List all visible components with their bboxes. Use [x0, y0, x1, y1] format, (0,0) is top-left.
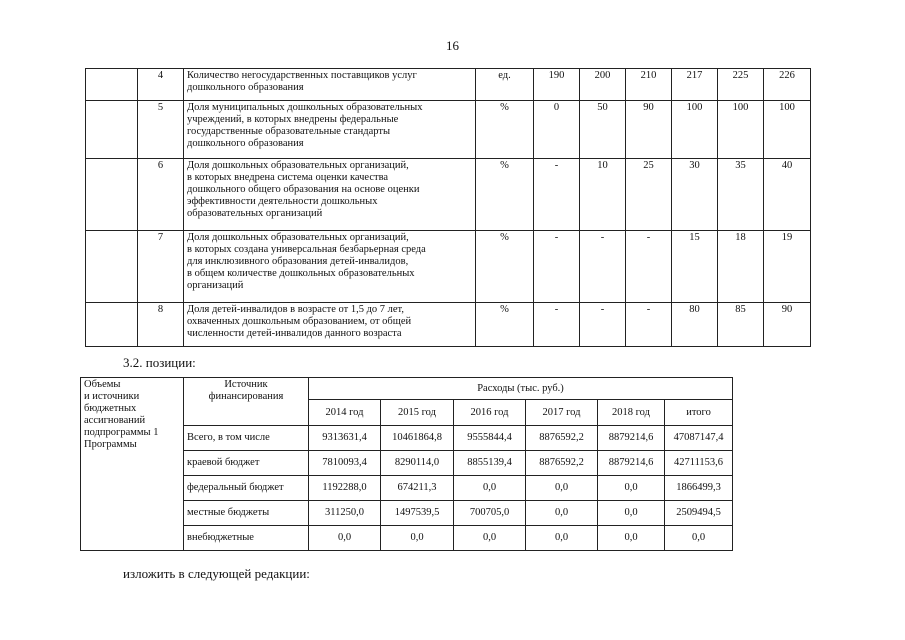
finance-table	[80, 377, 733, 551]
finance-value: 0,0	[454, 476, 526, 501]
indicator-text: Количество негосударственных поставщиков услуг дошкольного образования	[184, 69, 476, 101]
finance-source: краевой бюджет	[184, 451, 309, 476]
indicator-value: 226	[764, 69, 811, 101]
indicator-value: -	[626, 303, 672, 347]
indicator-unit: %	[476, 303, 534, 347]
finance-value: 0,0	[526, 501, 598, 526]
indicator-row	[86, 69, 811, 101]
indicator-number: 7	[138, 231, 184, 303]
indicator-value: 19	[764, 231, 811, 303]
indicator-value: 190	[534, 69, 580, 101]
finance-value: 0,0	[309, 526, 381, 551]
finance-value: 0,0	[665, 526, 733, 551]
indicator-text: Доля дошкольных образовательных организаций, в которых внедрена система оценки качества дошкольного общего образования на основе оценки эффективности деятельности дошкольных образовательных организаций	[184, 159, 476, 231]
indicator-number: 5	[138, 101, 184, 159]
indicator-value: 85	[718, 303, 764, 347]
finance-value: 8855139,4	[454, 451, 526, 476]
indicator-value: 200	[580, 69, 626, 101]
empty-cell	[86, 101, 138, 159]
indicator-value: 40	[764, 159, 811, 231]
indicator-value: 217	[672, 69, 718, 101]
finance-source: федеральный бюджет	[184, 476, 309, 501]
indicator-value: -	[534, 159, 580, 231]
finance-value: 47087147,4	[665, 426, 733, 451]
year-header: 2018 год	[598, 400, 665, 426]
indicator-value: 100	[718, 101, 764, 159]
empty-cell	[86, 231, 138, 303]
finance-value: 10461864,8	[381, 426, 454, 451]
indicator-value: -	[580, 303, 626, 347]
finance-value: 0,0	[598, 476, 665, 501]
indicators-table	[85, 68, 811, 347]
indicator-value: 100	[764, 101, 811, 159]
section-heading-new-edition: изложить в следующей редакции:	[123, 566, 310, 581]
indicator-row	[86, 101, 811, 159]
finance-source: Всего, в том числе	[184, 426, 309, 451]
finance-value: 8876592,2	[526, 426, 598, 451]
finance-value: 9313631,4	[309, 426, 381, 451]
finance-value: 0,0	[526, 476, 598, 501]
expenses-header: Расходы (тыс. руб.)	[309, 378, 733, 400]
finance-value: 0,0	[526, 526, 598, 551]
finance-value: 42711153,6	[665, 451, 733, 476]
indicator-text: Доля муниципальных дошкольных образовательных учреждений, в которых внедрены федеральные государственные образовательные стандарты дошкольного образования	[184, 101, 476, 159]
finance-source: внебюджетные	[184, 526, 309, 551]
page-number: 16	[446, 38, 459, 53]
finance-value: 1866499,3	[665, 476, 733, 501]
finance-value: 8879214,6	[598, 426, 665, 451]
year-header: 2016 год	[454, 400, 526, 426]
finance-label: Объемы и источники бюджетных ассигнований подпрограммы 1 Программы	[81, 378, 184, 551]
indicator-value: 80	[672, 303, 718, 347]
indicator-value: 50	[580, 101, 626, 159]
indicator-value: 30	[672, 159, 718, 231]
indicator-value: 10	[580, 159, 626, 231]
indicator-text: Доля детей-инвалидов в возрасте от 1,5 до 7 лет, охваченных дошкольным образованием, от общей численности детей-инвалидов данного возраста	[184, 303, 476, 347]
empty-cell	[86, 69, 138, 101]
finance-value: 1497539,5	[381, 501, 454, 526]
indicator-value: 25	[626, 159, 672, 231]
finance-value: 1192288,0	[309, 476, 381, 501]
indicator-number: 4	[138, 69, 184, 101]
finance-source: местные бюджеты	[184, 501, 309, 526]
finance-value: 311250,0	[309, 501, 381, 526]
indicator-row	[86, 231, 811, 303]
finance-value: 0,0	[598, 526, 665, 551]
finance-value: 7810093,4	[309, 451, 381, 476]
indicator-value: -	[626, 231, 672, 303]
section-heading-positions: 3.2. позиции:	[123, 355, 196, 370]
empty-cell	[86, 159, 138, 231]
indicator-unit: %	[476, 231, 534, 303]
finance-value: 0,0	[598, 501, 665, 526]
indicator-value: -	[580, 231, 626, 303]
finance-value: 8290114,0	[381, 451, 454, 476]
finance-value: 0,0	[381, 526, 454, 551]
finance-value: 9555844,4	[454, 426, 526, 451]
indicator-row	[86, 303, 811, 347]
indicator-value: 210	[626, 69, 672, 101]
year-header: итого	[665, 400, 733, 426]
indicator-value: 90	[626, 101, 672, 159]
indicator-value: 90	[764, 303, 811, 347]
year-header: 2014 год	[309, 400, 381, 426]
indicator-value: 18	[718, 231, 764, 303]
year-header: 2015 год	[381, 400, 454, 426]
indicator-value: 15	[672, 231, 718, 303]
indicator-value: 0	[534, 101, 580, 159]
indicator-unit: ед.	[476, 69, 534, 101]
finance-value: 674211,3	[381, 476, 454, 501]
indicator-value: 100	[672, 101, 718, 159]
indicator-number: 6	[138, 159, 184, 231]
finance-value: 8879214,6	[598, 451, 665, 476]
finance-value: 0,0	[454, 526, 526, 551]
finance-value: 700705,0	[454, 501, 526, 526]
empty-cell	[86, 303, 138, 347]
indicator-value: -	[534, 231, 580, 303]
source-header: Источник финансирования	[184, 378, 309, 426]
indicator-text: Доля дошкольных образовательных организаций, в которых создана универсальная безбарьерная среда для инклюзивного образования детей-инвалидов, в общем количестве дошкольных образовательных организаций	[184, 231, 476, 303]
finance-value: 2509494,5	[665, 501, 733, 526]
finance-value: 8876592,2	[526, 451, 598, 476]
indicator-value: 35	[718, 159, 764, 231]
indicator-row	[86, 159, 811, 231]
indicator-value: 225	[718, 69, 764, 101]
indicator-unit: %	[476, 101, 534, 159]
indicator-unit: %	[476, 159, 534, 231]
indicator-value: -	[534, 303, 580, 347]
indicator-number: 8	[138, 303, 184, 347]
year-header: 2017 год	[526, 400, 598, 426]
